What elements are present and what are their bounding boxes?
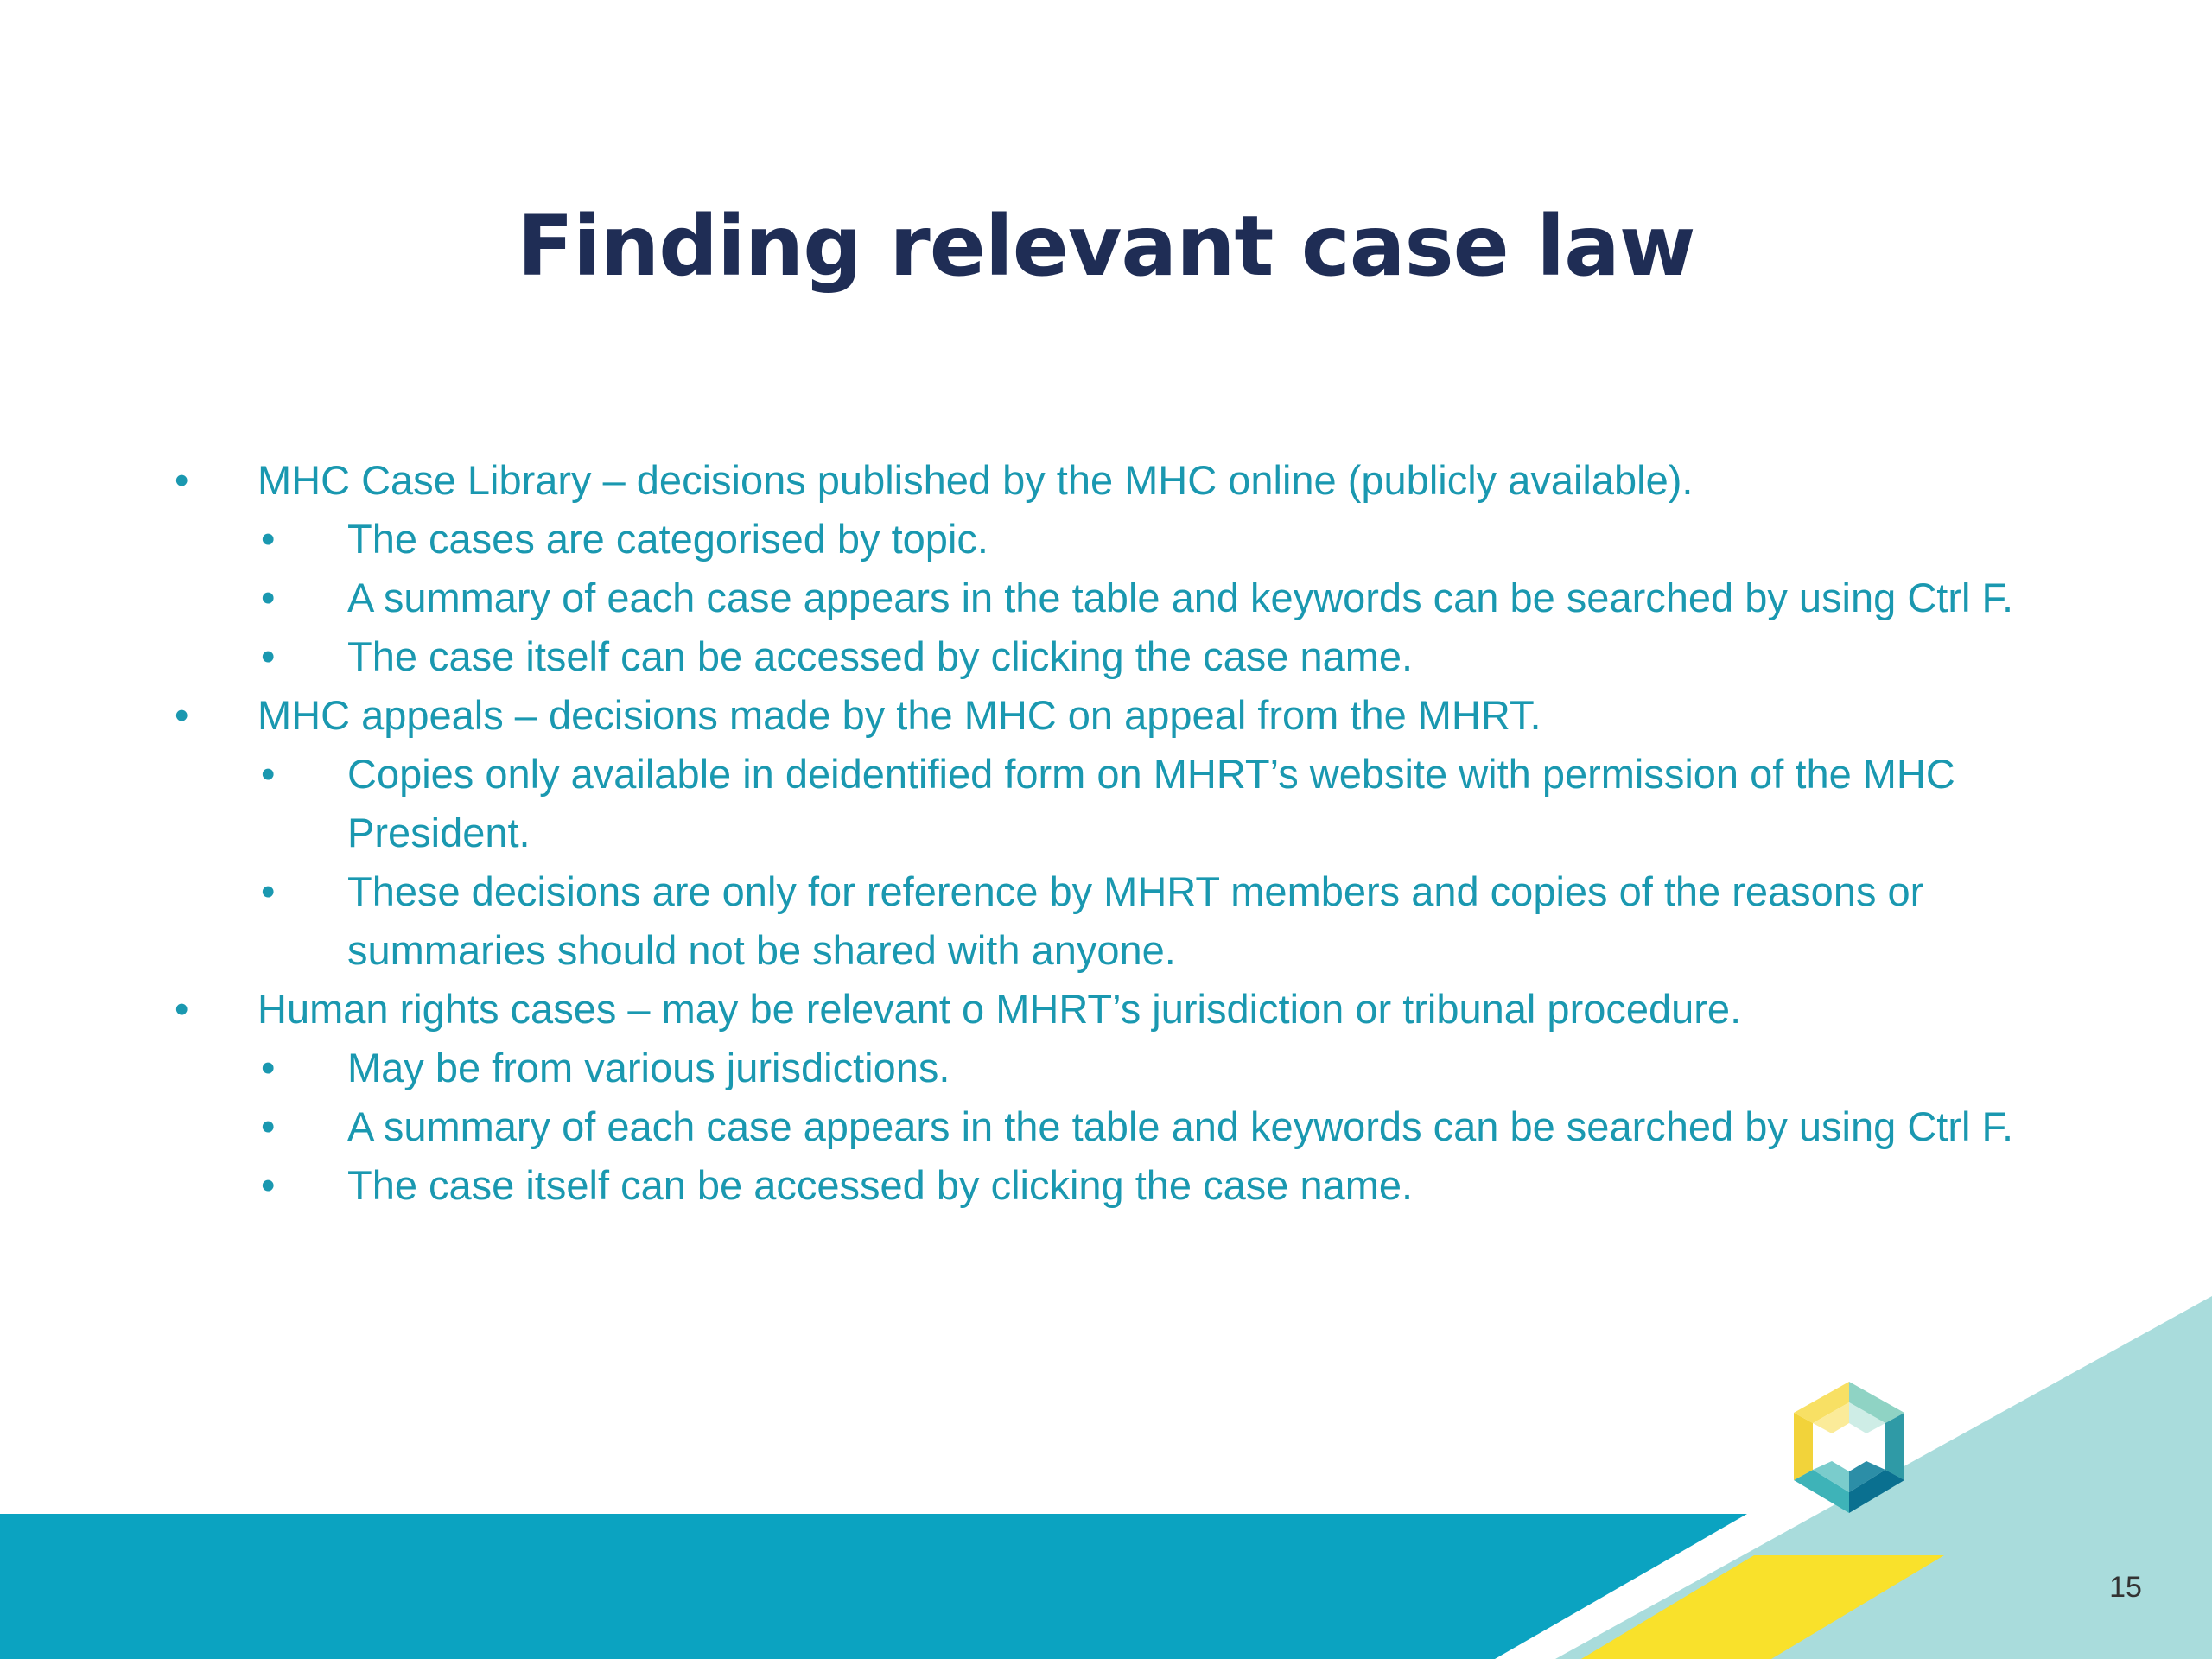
bullet-text: A summary of each case appears in the table and keywords can be searched by using Ctrl F. xyxy=(347,1103,2014,1149)
bullet-dot-icon: • xyxy=(175,692,189,738)
bullet-dot-icon: • xyxy=(261,516,276,562)
sub-bullet-item xyxy=(164,862,2065,980)
bullet-text: MHC appeals – decisions made by the MHC on appeal from the MHRT. xyxy=(257,692,1541,738)
bullet-dot-icon: • xyxy=(175,986,189,1032)
bullet-text: May be from various jurisdictions. xyxy=(347,1045,950,1090)
bullet-text: The case itself can be accessed by clicking the case name. xyxy=(347,1162,1414,1208)
slide-title: Finding relevant case law xyxy=(517,198,1695,295)
sub-bullet-item xyxy=(164,510,2065,569)
sub-bullet-item xyxy=(164,745,2065,862)
bullet-text: Copies only available in deidentified form on MHRT’s website with permission of the MHC President. xyxy=(347,751,1955,855)
hexagon-logo-icon xyxy=(1783,1378,1915,1516)
bullet-dot-icon: • xyxy=(261,633,276,679)
bullet-dot-icon: • xyxy=(175,457,189,503)
bullet-dot-icon: • xyxy=(261,1162,276,1208)
bullet-item xyxy=(164,686,2065,745)
bullet-dot-icon: • xyxy=(261,868,276,914)
bullet-list xyxy=(164,451,2065,1215)
sub-bullet-item xyxy=(164,1039,2065,1097)
bullet-text: The case itself can be accessed by clicking the case name. xyxy=(347,633,1414,679)
bullet-text: MHC Case Library – decisions published by the MHC online (publicly available). xyxy=(257,457,1694,503)
sub-bullet-item xyxy=(164,1097,2065,1156)
bullet-item xyxy=(164,980,2065,1039)
bullet-dot-icon: • xyxy=(261,575,276,620)
sub-bullet-item xyxy=(164,627,2065,686)
teal-band xyxy=(0,1514,1747,1659)
page-number: 15 xyxy=(2109,1571,2142,1604)
bullet-text: A summary of each case appears in the table and keywords can be searched by using Ctrl F. xyxy=(347,575,2014,620)
sub-bullet-item xyxy=(164,1156,2065,1215)
bullet-dot-icon: • xyxy=(261,1045,276,1090)
bullet-text: Human rights cases – may be relevant o MHRT’s jurisdiction or tribunal procedure. xyxy=(257,986,1742,1032)
bullet-item xyxy=(164,451,2065,510)
bullet-dot-icon: • xyxy=(261,751,276,797)
sub-bullet-item xyxy=(164,569,2065,627)
bullet-dot-icon: • xyxy=(261,1103,276,1149)
bullet-text: The cases are categorised by topic. xyxy=(347,516,988,562)
bullet-text: These decisions are only for reference by MHRT members and copies of the reasons or summaries should not be shared with anyone. xyxy=(347,868,1924,973)
